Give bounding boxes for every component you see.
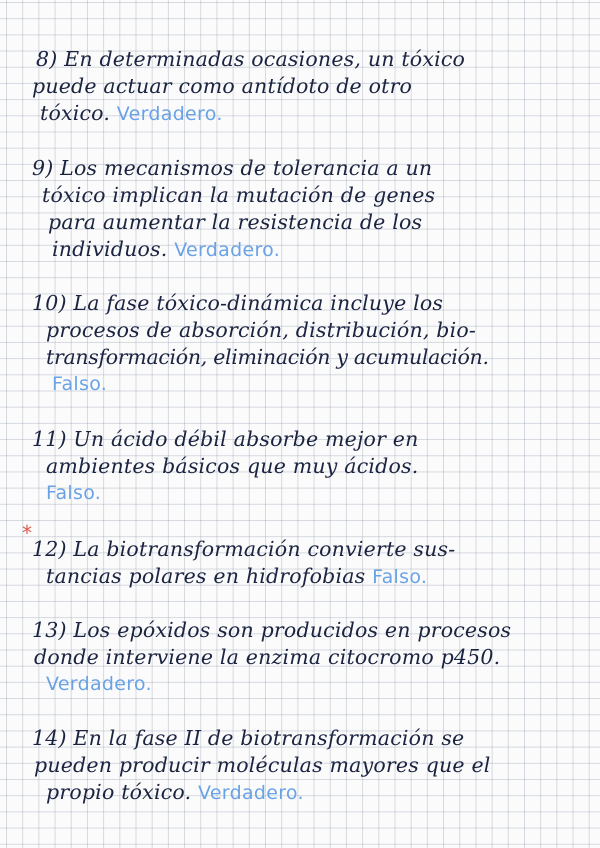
question-10 bbox=[32, 290, 584, 398]
question-text-line: 13) Los epóxidos son producidos en procesos bbox=[32, 618, 512, 642]
question-text-line: ambientes básicos que muy ácidos. bbox=[46, 454, 419, 478]
answer-label: Verdadero. bbox=[174, 239, 281, 261]
question-text-line: para aumentar la resistencia de los bbox=[48, 210, 423, 234]
question-text-line: procesos de absorción, distribución, bio- bbox=[46, 318, 477, 342]
answer-label: Falso. bbox=[46, 482, 102, 504]
question-11 bbox=[32, 426, 584, 507]
answer-label: Verdadero. bbox=[198, 782, 304, 804]
question-text-line: 12) La biotransformación convierte sus- bbox=[32, 537, 456, 561]
question-text-line: 8) En determinadas ocasiones, un tóxico bbox=[36, 47, 466, 71]
question-14 bbox=[32, 725, 584, 806]
question-text-line: 9) Los mecanismos de tolerancia a un bbox=[32, 156, 433, 180]
answer-label: Falso. bbox=[372, 566, 428, 588]
question-text-line: pueden producir moléculas mayores que el bbox=[34, 753, 491, 777]
question-12 bbox=[32, 536, 584, 590]
question-13 bbox=[32, 617, 584, 698]
question-9 bbox=[32, 155, 584, 263]
question-text-line: 11) Un ácido débil absorbe mejor en bbox=[32, 427, 419, 451]
answer-label: Verdadero. bbox=[46, 673, 152, 695]
question-text-line: transformación, eliminación y acumulación. bbox=[46, 345, 489, 369]
answer-label: Falso. bbox=[52, 373, 108, 395]
question-text-line: puede actuar como antídoto de otro bbox=[32, 74, 413, 98]
question-text-line: 14) En la fase II de biotransformación se bbox=[32, 726, 465, 750]
question-text-line: tóxico implican la mutación de genes bbox=[42, 183, 436, 207]
question-text-line: tóxico. bbox=[40, 101, 111, 125]
question-8 bbox=[32, 46, 584, 127]
question-text-line: 10) La fase tóxico-dinámica incluye los bbox=[32, 291, 444, 315]
question-text-line: tancias polares en hidrofobias bbox=[46, 564, 366, 588]
answer-label: Verdadero. bbox=[116, 103, 223, 125]
star-mark-icon: * bbox=[22, 521, 32, 545]
question-text-line: propio tóxico. bbox=[46, 780, 192, 804]
question-text-line: donde interviene la enzima citocromo p450. bbox=[34, 645, 501, 669]
question-text-line: individuos. bbox=[52, 237, 168, 261]
